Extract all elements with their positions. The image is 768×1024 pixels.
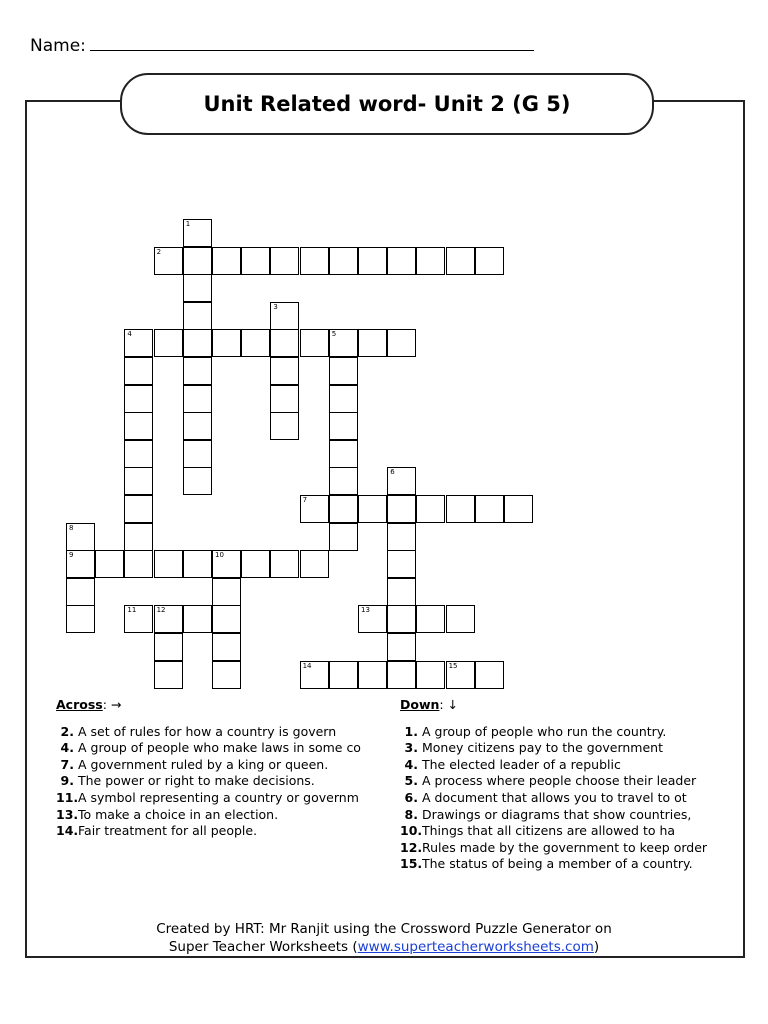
clue-text: The power or right to make decisions. (78, 773, 315, 789)
grid-cell[interactable] (358, 495, 387, 523)
grid-cell[interactable] (124, 412, 153, 440)
grid-cell[interactable] (387, 329, 416, 357)
grid-cell[interactable] (270, 550, 299, 578)
grid-cell[interactable] (154, 550, 183, 578)
clue-text: A group of people who run the country. (422, 723, 667, 739)
clue-number: 8. (404, 806, 418, 822)
grid-cell[interactable] (270, 247, 299, 275)
clue-number: 6. (404, 789, 418, 805)
clue-number: 1 (185, 220, 191, 228)
clue-number: 2 (156, 247, 162, 256)
grid-cell[interactable] (212, 247, 241, 275)
across-clue (56, 790, 386, 807)
grid-cell-8[interactable] (66, 523, 95, 551)
clue-text: A document that allows you to travel to ot (422, 789, 687, 805)
down-arrow-icon: ↓ (447, 697, 459, 712)
down-clue (400, 807, 730, 824)
grid-cell[interactable] (416, 605, 445, 633)
grid-cell-1[interactable] (183, 219, 212, 247)
clue-number: 14 (302, 661, 312, 670)
credit-suffix: ) (593, 939, 600, 955)
clue-text: To make a choice in an election. (78, 806, 279, 822)
clue-number: 10. (400, 823, 423, 839)
grid-cell[interactable] (183, 274, 212, 302)
down-header: Down: ↓ (400, 697, 459, 712)
grid-cell[interactable] (183, 329, 212, 357)
grid-cell-2[interactable] (154, 247, 183, 275)
down-clue (400, 840, 730, 857)
grid-cell[interactable] (329, 412, 358, 440)
grid-cell[interactable] (329, 661, 358, 689)
grid-cell[interactable] (475, 495, 504, 523)
grid-cell-10[interactable] (212, 550, 241, 578)
clue-number: 15. (400, 856, 423, 872)
clue-text: Rules made by the government to keep order (422, 839, 708, 855)
grid-cell[interactable] (212, 633, 241, 661)
grid-cell-6[interactable] (387, 467, 416, 495)
grid-cell[interactable] (124, 523, 153, 551)
grid-cell[interactable] (446, 495, 475, 523)
clue-number: 13. (56, 806, 79, 822)
clue-number: 15 (448, 661, 458, 670)
clue-text: Drawings or diagrams that show countries, (422, 806, 692, 822)
title-banner (120, 73, 654, 135)
down-clue (400, 724, 730, 741)
clue-number: 14. (56, 823, 79, 839)
grid-cell[interactable] (124, 440, 153, 468)
clue-text: A government ruled by a king or queen. (78, 756, 329, 772)
grid-cell[interactable] (387, 550, 416, 578)
frame-top-left-edge (25, 100, 128, 102)
down-clue (400, 856, 730, 873)
clue-text: Money citizens pay to the government (422, 740, 663, 756)
grid-cell-15[interactable] (446, 661, 475, 689)
grid-cell-14[interactable] (300, 661, 329, 689)
across-clue (56, 757, 386, 774)
clue-text: A symbol representing a country or governm (78, 789, 359, 805)
down-clue (400, 823, 730, 840)
clue-number: 7. (60, 756, 74, 772)
down-clue (400, 773, 730, 790)
grid-cell[interactable] (154, 661, 183, 689)
across-header: Across: → (56, 697, 122, 712)
grid-cell[interactable] (212, 329, 241, 357)
clue-number: 5 (331, 330, 337, 339)
grid-cell[interactable] (66, 605, 95, 633)
grid-cell[interactable] (329, 247, 358, 275)
grid-cell[interactable] (387, 247, 416, 275)
grid-cell[interactable] (329, 440, 358, 468)
grid-cell[interactable] (95, 550, 124, 578)
clue-number: 11. (56, 789, 79, 805)
clue-number: 6 (390, 468, 395, 477)
grid-cell[interactable] (124, 495, 153, 523)
grid-cell[interactable] (270, 329, 299, 357)
across-heading: Across (56, 697, 103, 712)
grid-cell[interactable] (504, 495, 533, 523)
credit-line-1: Created by HRT: Mr Ranjit using the Crossword Puzzle Generator on (156, 921, 612, 937)
grid-cell[interactable] (270, 385, 299, 413)
down-clues (400, 697, 730, 873)
grid-cell[interactable] (358, 661, 387, 689)
clue-text: A process where people choose their leader (422, 773, 697, 789)
grid-cell[interactable] (387, 523, 416, 551)
grid-cell[interactable] (387, 661, 416, 689)
across-clue (56, 724, 386, 741)
grid-cell-13[interactable] (358, 605, 387, 633)
down-clue (400, 740, 730, 757)
across-clue (56, 773, 386, 790)
grid-cell[interactable] (183, 440, 212, 468)
clue-number: 4 (127, 330, 132, 339)
clue-number: 3. (404, 740, 418, 756)
grid-cell[interactable] (416, 661, 445, 689)
grid-cell[interactable] (154, 633, 183, 661)
clue-number: 3 (273, 302, 278, 311)
grid-cell[interactable] (183, 605, 212, 633)
grid-cell[interactable] (183, 385, 212, 413)
clue-number: 12. (400, 839, 423, 855)
grid-cell[interactable] (183, 412, 212, 440)
grid-cell[interactable] (241, 550, 270, 578)
clue-number: 4. (404, 756, 418, 772)
clue-text: A group of people who make laws in some co (78, 740, 361, 756)
grid-cell[interactable] (387, 633, 416, 661)
clue-number: 2. (60, 723, 74, 739)
across-clue (56, 807, 386, 824)
grid-cell[interactable] (183, 467, 212, 495)
grid-cell[interactable] (300, 329, 329, 357)
name-label: Name: (30, 36, 86, 56)
clue-number: 7 (302, 496, 308, 504)
clue-number: 5. (404, 773, 418, 789)
frame-top-right-edge (645, 100, 743, 102)
grid-cell[interactable] (387, 495, 416, 523)
grid-cell[interactable] (124, 550, 153, 578)
clue-text: A set of rules for how a country is govern (78, 723, 337, 739)
grid-cell[interactable] (300, 247, 329, 275)
down-heading: Down (400, 697, 440, 712)
clue-text: Things that all citizens are allowed to ha (422, 823, 676, 839)
down-clue (400, 757, 730, 774)
clue-number: 9. (60, 773, 74, 789)
grid-cell[interactable] (475, 661, 504, 689)
grid-cell[interactable] (329, 523, 358, 551)
grid-cell[interactable] (446, 247, 475, 275)
grid-cell-3[interactable] (270, 302, 299, 330)
grid-cell-12[interactable] (154, 605, 183, 633)
grid-cell[interactable] (329, 495, 358, 523)
grid-cell[interactable] (416, 247, 445, 275)
grid-cell-11[interactable] (124, 605, 153, 633)
grid-cell[interactable] (212, 661, 241, 689)
grid-cell[interactable] (183, 302, 212, 330)
grid-cell-9[interactable] (66, 550, 95, 578)
grid-cell[interactable] (270, 412, 299, 440)
credit-line-2 (60, 938, 708, 956)
page-title: Unit Related word- Unit 2 (G 5) (203, 92, 571, 116)
grid-cell[interactable] (154, 329, 183, 357)
grid-cell[interactable] (329, 357, 358, 385)
grid-cell-5[interactable] (329, 329, 358, 357)
grid-cell[interactable] (416, 495, 445, 523)
name-blank-line[interactable] (90, 36, 534, 51)
grid-cell[interactable] (300, 550, 329, 578)
grid-cell[interactable] (358, 329, 387, 357)
credit-footer (60, 920, 708, 956)
clue-number: 13 (361, 606, 370, 615)
clue-number: 8 (69, 523, 74, 532)
grid-cell-7[interactable] (300, 495, 329, 523)
down-list (400, 724, 730, 873)
grid-cell[interactable] (124, 467, 153, 495)
clue-number: 10 (215, 551, 224, 560)
grid-cell[interactable] (241, 329, 270, 357)
grid-cell[interactable] (124, 357, 153, 385)
across-clue (56, 740, 386, 757)
grid-cell[interactable] (212, 605, 241, 633)
grid-cell[interactable] (241, 247, 270, 275)
clue-number: 9 (69, 551, 74, 560)
grid-cell-4[interactable] (124, 329, 153, 357)
name-field (30, 36, 534, 56)
clue-text: The status of being a member of a country. (422, 856, 693, 872)
grid-cell[interactable] (329, 467, 358, 495)
grid-cell[interactable] (212, 578, 241, 606)
grid-cell[interactable] (183, 247, 212, 275)
grid-cell[interactable] (387, 605, 416, 633)
grid-cell[interactable] (475, 247, 504, 275)
grid-cell[interactable] (387, 578, 416, 606)
credit-prefix: Super Teacher Worksheets ( (168, 939, 358, 955)
grid-cell[interactable] (446, 605, 475, 633)
grid-cell[interactable] (124, 385, 153, 413)
clue-number: 1. (404, 723, 418, 739)
clue-number: 11 (127, 606, 137, 615)
credit-link[interactable]: www.superteacherworksheets.com (357, 939, 594, 955)
down-clue (400, 790, 730, 807)
grid-cell[interactable] (183, 550, 212, 578)
across-list (56, 724, 386, 840)
across-clues (56, 697, 386, 840)
clue-number: 12 (156, 606, 166, 615)
grid-cell[interactable] (329, 385, 358, 413)
clue-text: The elected leader of a republic (422, 756, 621, 772)
grid-cell[interactable] (270, 357, 299, 385)
across-clue (56, 823, 386, 840)
grid-cell[interactable] (183, 357, 212, 385)
clue-text: Fair treatment for all people. (78, 823, 258, 839)
right-arrow-icon: → (110, 697, 122, 712)
grid-cell[interactable] (358, 247, 387, 275)
grid-cell[interactable] (66, 578, 95, 606)
clue-number: 4. (60, 740, 74, 756)
